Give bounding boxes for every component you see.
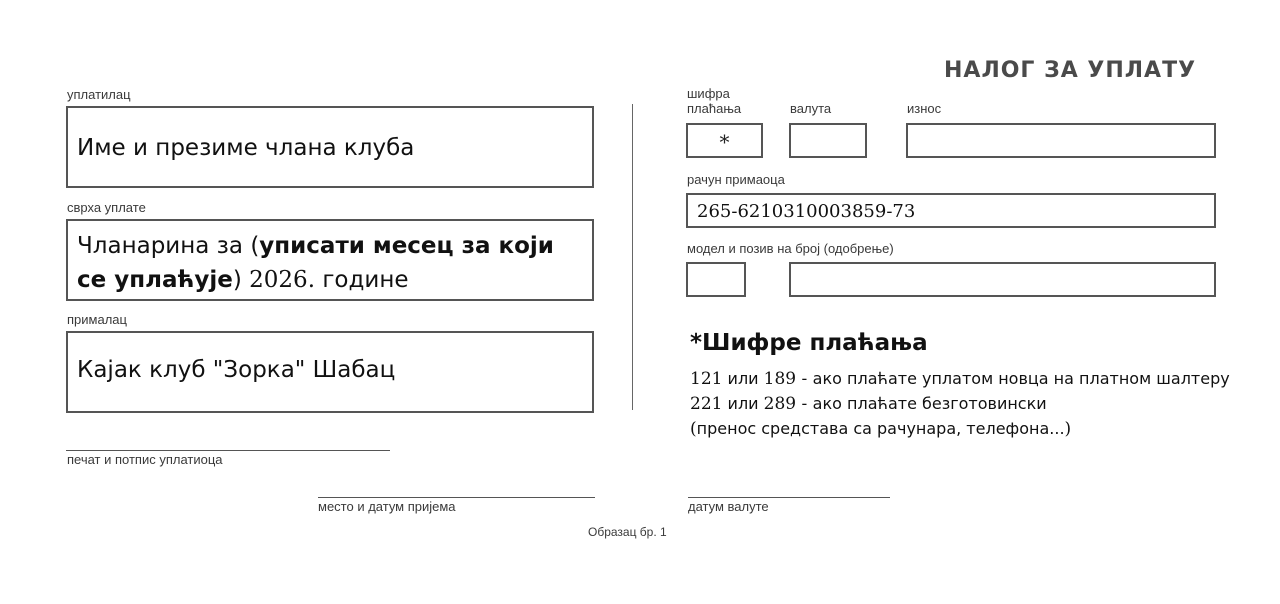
purpose-suffix: године — [315, 267, 409, 293]
sample-label: Образац бр. 1 — [588, 525, 667, 539]
account-field[interactable] — [686, 193, 1216, 228]
payer-label: уплатилац — [67, 87, 131, 102]
code-189: 189 — [763, 369, 797, 389]
code-label-1: шифра — [687, 86, 730, 101]
payer-value: Име и презиме члана клуба — [77, 135, 415, 161]
stamp-signature-line — [66, 450, 390, 451]
purpose-bold-1: уписати месец за који — [259, 233, 554, 259]
code-221: 221 — [690, 394, 723, 414]
recipient-label: прималац — [67, 312, 127, 327]
notes-or-1: или — [722, 369, 764, 388]
account-value: 265-6210310003859-73 — [697, 201, 916, 222]
currency-field[interactable] — [789, 123, 867, 158]
value-date-line — [688, 497, 890, 498]
notes-or-2: или — [722, 394, 764, 413]
notes-paren-close: ) — [1064, 419, 1072, 439]
code-289: 289 — [763, 394, 797, 414]
form-title: НАЛОГ ЗА УПЛАТУ — [944, 58, 1197, 83]
value-date-label: датум валуте — [688, 499, 769, 514]
reference-number-field[interactable] — [789, 262, 1216, 297]
notes-line-2 — [690, 391, 1047, 417]
purpose-bold-2: се уплаћује — [77, 267, 233, 293]
notes-paren-open: ( — [690, 419, 697, 439]
recipient-value: Кајак клуб "Зорка" Шабац — [77, 357, 396, 383]
model-label: модел и позив на број (одобрење) — [687, 241, 894, 256]
recipient-field[interactable] — [66, 331, 594, 413]
amount-label: износ — [907, 101, 942, 116]
notes-line-3-text: пренос средстава са рачунара, телефона... — [696, 419, 1065, 438]
notes-line-3 — [690, 416, 1071, 442]
column-divider — [632, 104, 633, 410]
payment-code-field[interactable] — [686, 123, 763, 158]
notes-heading: *Шифре плаћања — [690, 330, 928, 356]
amount-field[interactable] — [906, 123, 1216, 158]
payer-field[interactable] — [66, 106, 594, 188]
payment-code-value: * — [719, 130, 730, 154]
code-121: 121 — [690, 369, 723, 389]
notes-line-1 — [690, 366, 1230, 392]
place-date-label: место и датум пријема — [318, 499, 456, 514]
purpose-label: сврха уплате — [67, 200, 146, 215]
notes-line-2-text: ако плаћате безготовински — [812, 394, 1047, 413]
stamp-label: печат и потпис уплатиоца — [67, 452, 223, 467]
code-label-2: плаћања — [687, 101, 742, 116]
model-field[interactable] — [686, 262, 746, 297]
notes-dash-1: - — [796, 369, 813, 389]
purpose-field[interactable] — [66, 219, 594, 301]
notes-dash-2: - — [796, 394, 813, 414]
purpose-prefix: Чланарина за ( — [77, 233, 260, 259]
purpose-paren: ) — [232, 267, 242, 293]
purpose-value — [77, 229, 554, 297]
account-label: рачун примаоца — [687, 172, 785, 187]
purpose-year: 2026. — [249, 267, 316, 293]
place-date-line — [318, 497, 595, 498]
currency-label: валута — [790, 101, 832, 116]
notes-line-1-text: ако плаћате уплатом новца на платном шалтеру — [812, 369, 1230, 388]
